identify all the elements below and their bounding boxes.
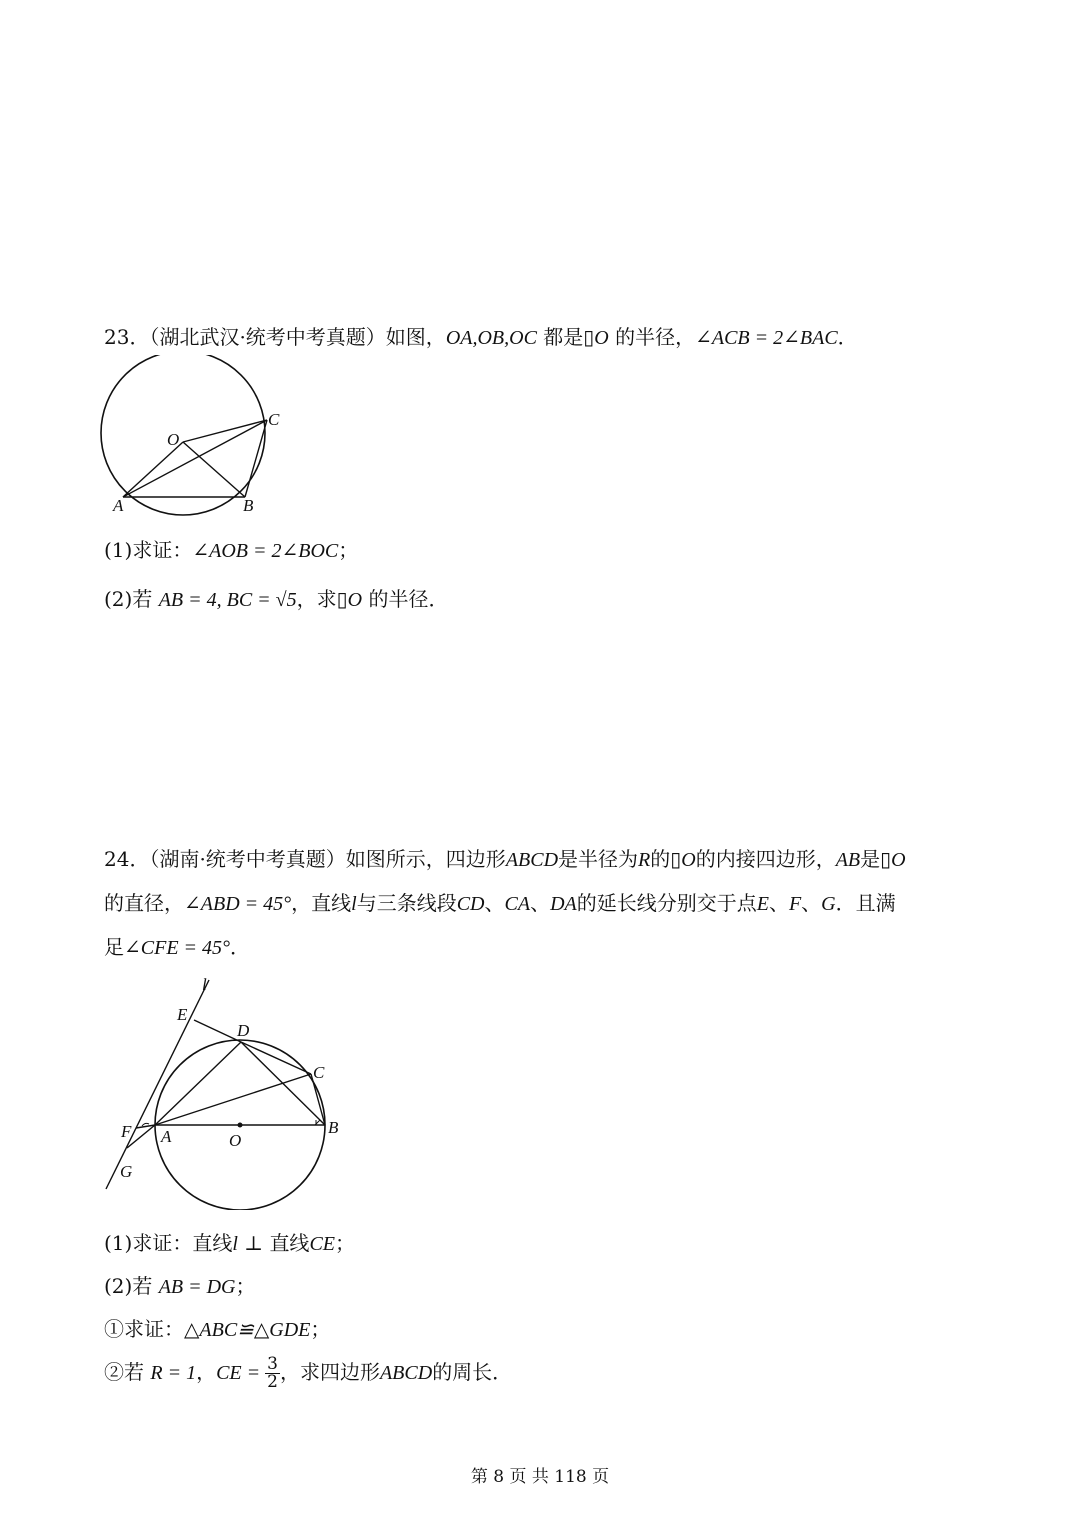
q24-part2: (2)若 AB = DG；	[104, 1274, 256, 1298]
q23-heading: 23．（湖北武汉·统考中考真题）如图，OA,OB,OC 都是▯O 的半径，∠ACB = 2∠BAC．	[104, 325, 858, 349]
q24-figure	[95, 970, 365, 1210]
q23-part2: (2)若 AB = 4, BC = √5，求▯O 的半径．	[104, 587, 449, 611]
q24-line3: 足∠CFE = 45°．	[104, 935, 251, 959]
label-l: l	[202, 975, 207, 994]
q23-figure	[95, 355, 295, 525]
label-O: O	[229, 1131, 242, 1150]
label-A: A	[113, 496, 124, 515]
label-D: D	[237, 1021, 250, 1040]
label-B: B	[328, 1118, 339, 1137]
page-footer: 第 8 页 共 118 页	[470, 1467, 610, 1487]
q24-line1: 24．（湖南·统考中考真题）如图所示，四边形ABCD是半径为R的▯O的内接四边形，AB是▯O	[104, 847, 906, 871]
label-C: C	[313, 1063, 325, 1082]
label-O: O	[167, 430, 180, 449]
q24-line2: 的直径，∠ABD = 45°，直线l与三条线段CD、CA、DA的延长线分别交于点E、F、G．且满	[104, 891, 896, 915]
label-E: E	[177, 1005, 188, 1024]
label-G: G	[120, 1162, 133, 1181]
label-C: C	[268, 410, 280, 429]
fraction-3-2: $\frac{3}{2}$	[267, 1354, 278, 1392]
q24-part1: (1)求证：直线l ⊥ 直线CE；	[104, 1231, 355, 1255]
q24-part2-sub2: ②若 R = 1，CE = $\frac{3}{2}$ ，求四边形ABCD的周长．	[104, 1354, 513, 1392]
q24-part2-sub1: ①求证：△ABC≌△GDE；	[104, 1317, 331, 1341]
q23-part1: (1)求证：∠AOB = 2∠BOC；	[104, 538, 359, 562]
label-A: A	[161, 1127, 172, 1146]
label-B: B	[243, 496, 254, 515]
label-F: F	[121, 1122, 132, 1141]
